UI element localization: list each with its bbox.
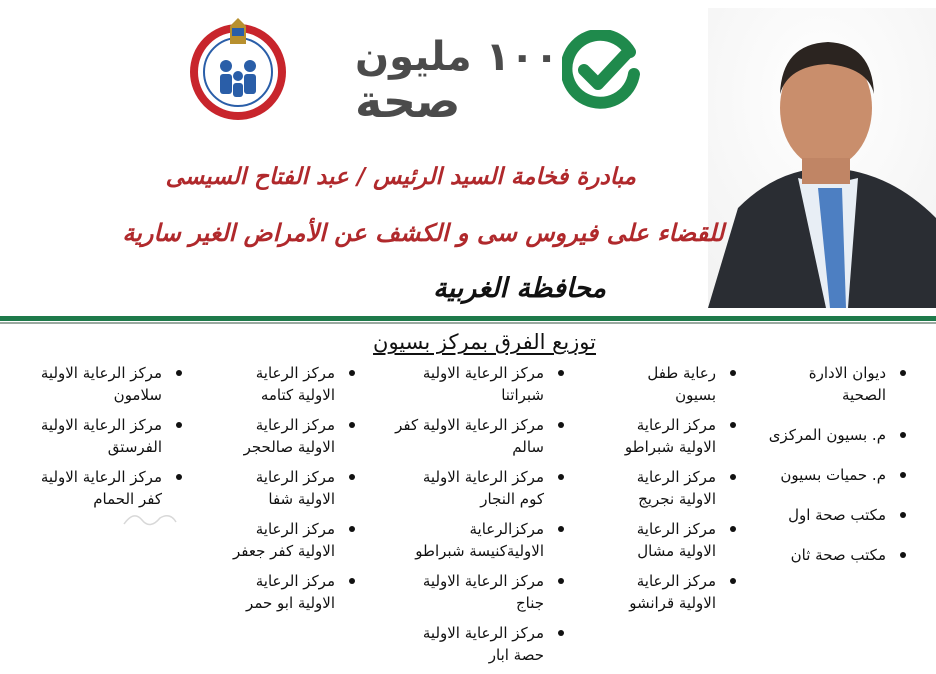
list-item: مركز الرعاية الاولية شبراطو bbox=[612, 414, 742, 458]
list-item: مركز الرعاية الاولية سلامون bbox=[18, 362, 188, 406]
list-item: مركز الرعاية الاولية ابو حمر bbox=[221, 570, 361, 614]
list-item: مركز الرعاية الاولية قرانشو bbox=[612, 570, 742, 614]
list-item: مركز الرعاية الاولية نجريج bbox=[612, 466, 742, 510]
list-item: م. بسيون المركزى bbox=[762, 424, 912, 446]
list-item: مركز الرعاية الاولية كفر الحمام bbox=[18, 466, 188, 510]
initiative-goal: للقضاء على فيروس سى و الكشف عن الأمراض الغير سارية bbox=[122, 218, 724, 247]
list-item: مركز الرعاية الاولية شبراتنا bbox=[395, 362, 570, 406]
brand-line-1: ١٠٠ مليون bbox=[355, 34, 559, 80]
list-item: ديوان الادارة الصحية bbox=[762, 362, 912, 406]
ministry-of-health-seal-logo bbox=[190, 16, 286, 120]
list-item: مركز الرعاية الاولية مشال bbox=[612, 518, 742, 562]
list-item: مركز الرعاية الاولية شفا bbox=[221, 466, 361, 510]
list-item: مكتب صحة ثان bbox=[762, 544, 912, 566]
list-item: مركز الرعاية الاولية كفر جعفر bbox=[221, 518, 361, 562]
facility-column-1 bbox=[762, 362, 912, 584]
list-item: مركز الرعاية الاولية كوم النجار bbox=[395, 466, 570, 510]
divider-grey bbox=[0, 322, 936, 324]
facility-column-5 bbox=[18, 362, 188, 518]
divider-green bbox=[0, 316, 936, 321]
section-subtitle: توزيع الفرق بمركز بسيون bbox=[373, 330, 596, 354]
green-check-icon bbox=[562, 30, 642, 110]
list-item: مركز الرعاية الاولية كتامه bbox=[221, 362, 361, 406]
list-item: مركز الرعاية الاولية كفر سالم bbox=[395, 414, 570, 458]
initiative-title: مبادرة فخامة السيد الرئيس / عبد الفتاح السيسى bbox=[165, 163, 636, 190]
brand-line-2: صحة bbox=[355, 74, 461, 128]
facility-column-3 bbox=[395, 362, 570, 674]
list-item: مركز الرعاية الاولية الفرستق bbox=[18, 414, 188, 458]
list-item: م. حميات بسيون bbox=[762, 464, 912, 486]
facility-column-4 bbox=[221, 362, 361, 622]
faint-signature-mark bbox=[120, 506, 180, 530]
list-item: رعاية طفل بسيون bbox=[612, 362, 742, 406]
facility-column-2 bbox=[612, 362, 742, 622]
list-item: مركز الرعاية الاولية حصة ابار bbox=[395, 622, 570, 666]
list-item: مركز الرعاية الاولية جناج bbox=[395, 570, 570, 614]
list-item: مركزالرعاية الاوليةكنيسة شبراطو bbox=[395, 518, 570, 562]
president-portrait bbox=[708, 8, 936, 308]
governorate-title: محافظة الغربية bbox=[433, 273, 606, 304]
list-item: مركز الرعاية الاولية صالحجر bbox=[221, 414, 361, 458]
list-item: مكتب صحة اول bbox=[762, 504, 912, 526]
